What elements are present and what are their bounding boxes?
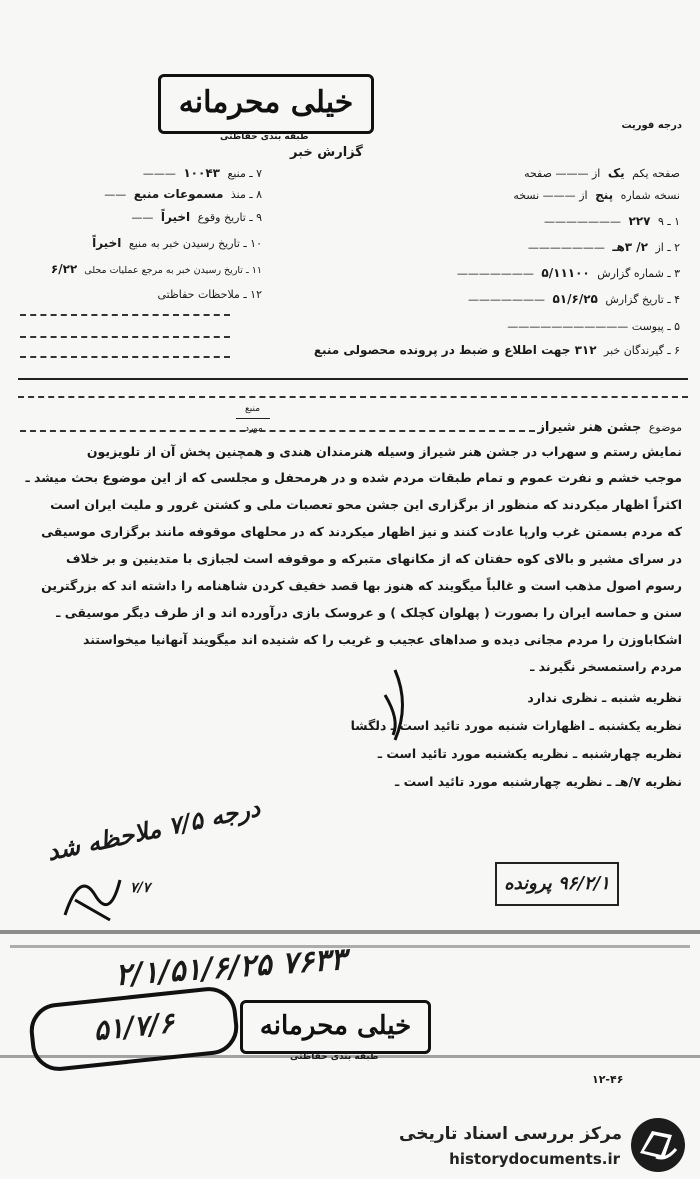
registry-stamp: ۹۶/۲/۱ پرونده xyxy=(495,862,619,906)
field-2: ۲ ـ از ۲/ ۳هـ ——————— xyxy=(527,240,680,254)
margin-mark-case: مورد xyxy=(245,424,263,434)
body-line: اشکاباوزن را مردم مجانی دیده و صداهای عجیب و غریب را که شنیده اند میگویند آنهانیا میخواستند xyxy=(82,632,682,647)
body-line: نمایش رستم و سهراب در جشن هنر شیراز وسیله هنرمندان هندی و همچنین پخش آن از تلویزیون xyxy=(86,444,682,459)
handwritten-initials: ۷/۷ xyxy=(130,880,151,896)
opinion-line: نظریه ۷/هـ ـ نظریه چهارشنبه مورد تائید است ـ xyxy=(395,774,682,789)
scan-noise xyxy=(10,945,690,948)
field-page: صفحه یکم یک از ——— صفحه xyxy=(524,166,680,180)
bottom-code: ۱۲-۴۶ xyxy=(592,1073,624,1086)
top-classification-stamp xyxy=(158,74,374,134)
separator-rule xyxy=(18,378,688,380)
bottom-stamp-text: خیلی محرمانه xyxy=(259,1011,412,1041)
field-4: ۴ ـ تاریخ گزارش ۵۱/۶/۲۵ ——————— xyxy=(467,292,680,306)
field-5: ۵ ـ پیوست ——————————— xyxy=(507,320,680,333)
subject-line xyxy=(533,420,682,435)
body-line: که مردم بسمتن غرب وارپا عادت کنند و نیز اظهار میکردند که در محلهای موقوفه مانند برگزاری موسیقی xyxy=(41,524,682,539)
field-12: ۱۲ ـ ملاحظات حفاظتی xyxy=(157,288,262,301)
opinion-line: نظریه شنبه ـ نظری ندارد xyxy=(527,690,682,705)
bottom-classification-stamp xyxy=(240,1000,431,1054)
field-11: ۱۱ ـ تاریخ رسیدن خبر به مرجع عملیات محلی ۶/۲۲ xyxy=(50,262,262,276)
top-stamp-sub: طبقه بندی حفاظتی xyxy=(220,132,309,142)
body-line: موجب خشم و نفرت عموم و تمام طبقات مردم شده و در هرمحفل و مجلسی که از این موضوع بحث میشد ـ xyxy=(25,470,682,485)
field-copy: نسخه شماره پنج از ——— نسخه xyxy=(513,188,680,202)
site-name: مرکز بررسی اسناد تاریخی xyxy=(399,1124,622,1144)
field-10: ۱۰ ـ تاریخ رسیدن خبر به منبع اخیراً xyxy=(92,236,262,250)
handwritten-bracket xyxy=(365,665,425,745)
margin-mark-source: منبع xyxy=(245,404,261,414)
field-9: ۹ ـ تاریخ وقوع اخیراً —— xyxy=(131,210,262,224)
subject-label: موضوع xyxy=(648,421,682,434)
date-stamp: ۵۱/۷/۶ xyxy=(27,984,241,1073)
body-line: مردم راستمسخر نگیرند ـ xyxy=(530,659,682,674)
field-8: ۸ ـ منذ مسموعات منبع —— xyxy=(104,187,262,201)
bottom-stamp-sub: طبقه بندی حفاظتی xyxy=(290,1052,379,1062)
opinion-line: نظریه یکشنبه ـ اظهارات شنبه مورد تائید است ـ دلگشا xyxy=(350,718,682,733)
handwritten-number-line: ۲/۱/۵۱/۶/۲۵ ۷۶۳۳ xyxy=(114,941,348,994)
body-line: در سرای مشیر و بالای کوه حفتان که از مکانهای متبرکه و موقوفه است لجبازی با متدینین و بر خلاف xyxy=(66,551,682,566)
field-1: ۱ ـ ۹ ۲۲۷ ——————— xyxy=(543,214,680,228)
handwritten-margin-note: درجه ۷/۵ ملاحظه شد xyxy=(44,792,263,867)
report-type: گزارش خبر xyxy=(290,145,363,160)
body-line: رسوم اصول مذهب است و غالباً میگویند که هنوز بها قصد خفیف کردن شاهنامه را داشته اند که بزرگترین xyxy=(41,578,682,593)
history-docs-logo-icon xyxy=(626,1115,690,1175)
field-7: ۷ ـ منبع ۱۰۰۴۳ ——— xyxy=(142,166,262,180)
body-line: اکثراً اظهار میکردند که منظور از برگزاری این جشن محو تعصبات ملی و کشتن غرور و ملیت ایران است xyxy=(50,497,682,512)
field-3: ۳ ـ شماره گزارش ۵/۱۱۱۰۰ ——————— xyxy=(456,266,680,280)
site-url[interactable]: historydocuments.ir xyxy=(449,1150,620,1168)
separator-rule xyxy=(18,396,688,398)
scan-noise xyxy=(0,930,700,934)
urgency-label: درجه فوریت xyxy=(621,120,682,131)
body-line: سنن و حماسه ایران را بصورت ( پهلوان کچلک ) و عروسک بازی درآورده اند و از طرف دیگر موسیقی ـ xyxy=(56,605,682,620)
handwritten-signature xyxy=(55,860,135,930)
subject-value: جشن هنر شیراز xyxy=(537,420,642,435)
field-6: ۶ ـ گیرندگان خبر ۳۱۲ جهت اطلاع و ضبط در پرونده محصولی منبع xyxy=(313,343,680,357)
opinion-line: نظریه چهارشنبه ـ نظریه یکشنبه مورد تائید است ـ xyxy=(377,746,682,761)
top-stamp-text: خیلی محرمانه xyxy=(178,85,354,120)
